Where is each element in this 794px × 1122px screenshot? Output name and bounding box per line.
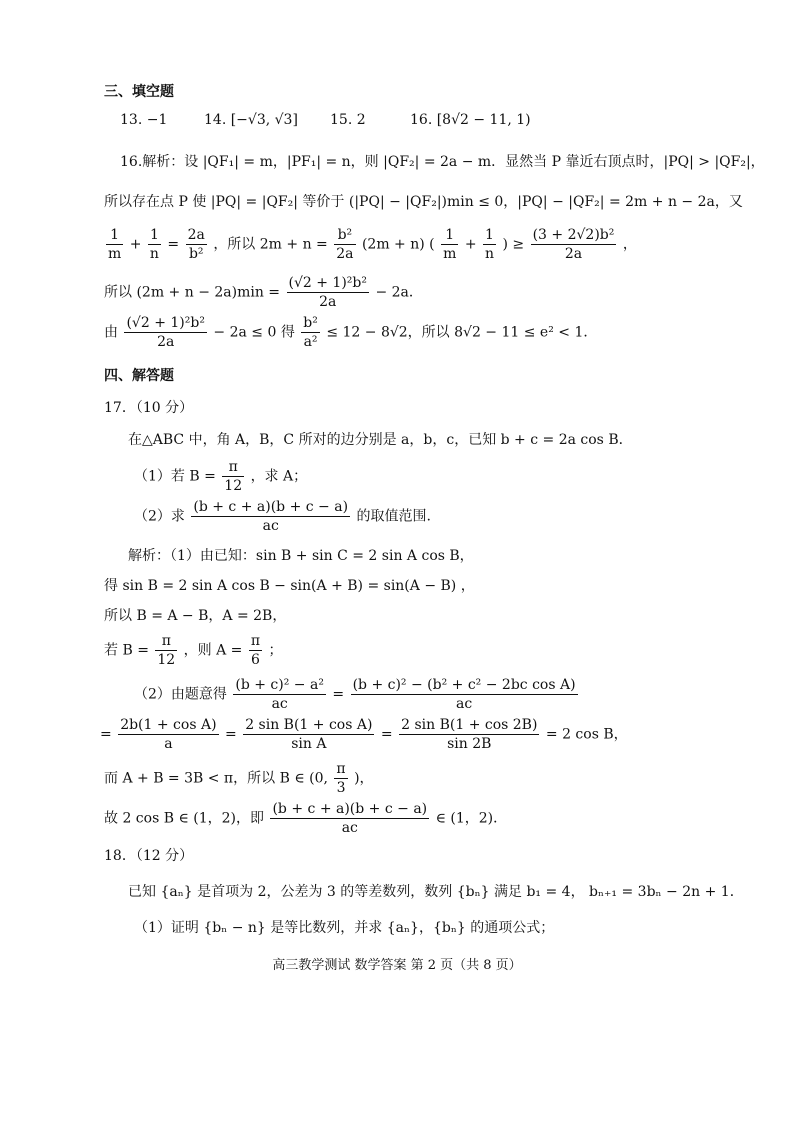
answer-14: 14. [−√3, √3] [204,112,298,128]
fraction: $\frac{(b + c + a)(b + c - a)}{ac}$ [193,499,349,534]
fraction: $\frac{\text{(3 + 2√2)b²}}{2a}$ [532,227,615,262]
fraction: $\frac{\text{2 sin B(1 + cos 2B)}}{\sin 2B}$ [401,717,538,752]
page-footer: 高三教学测试 数学答案 第 2 页（共 8 页） [272,958,522,973]
section-heading-solutions: 四、解答题 [104,368,174,384]
solution-17-line-5: （2）由题意得 $\frac{\text{(b + c)² − a²}}{ac}$ = $\frac{\text{(b + c)² − (b² + c² − 2bc cos A)}}{ac}$ [134,677,576,712]
answer-13: 13. −1 [120,112,168,128]
fraction: $\frac{\pi}{6}$ [250,633,261,668]
fraction: $\frac{1}{n}$ [485,227,495,262]
fraction: $\frac{1}{m}$ [443,227,457,262]
problem-17-title: 17．（10 分） [104,400,194,416]
solution-17-line-8: 故 2 cos B ∈ (1，2)，即 $\frac{(b + c + a)(b + c - a)}{ac}$ ∈ (1，2)． [104,801,508,836]
solution-17-line-2: 得 sin B = 2 sin A cos B − sin(A + B) = sin(A − B) ， [104,578,475,594]
problem-17-question-1: （1）若 B = $\frac{\pi}{12}$ ，求 A； [134,459,308,494]
fraction: $\frac{\pi}{3}$ [336,761,346,796]
answer-15: 15. 2 [330,112,366,128]
fraction: $\frac{\text{(b + c)² − (b² + c² − 2bc cos A)}}{ac}$ [352,677,576,712]
fraction: $\frac{\text{(√2 + 1)²b²}}{2a}$ [126,315,205,350]
solution-17-line-6: = $\frac{\text{2b(1 + cos A)}}{a}$ = $\frac{\text{2 sin B(1 + cos A)}}{\text{sin A}}$ = $\frac{\text{2 sin B(1 + cos 2B)}}{\sin 2B}$ = 2 cos B， [100,717,628,752]
solution-16-line-4: 所以 (2m + n − 2a)min = $\frac{\text{(√2 + 1)²b²}}{2a}$ − 2a． [104,275,423,310]
fraction: $\frac{1}{n}$ [149,227,159,262]
fraction: $\frac{\text{2b(1 + cos A)}}{a}$ [120,717,217,752]
problem-18-question-1: （1）证明 {bₙ − n} 是等比数列，并求 {aₙ}，{bₙ} 的通项公式； [134,920,555,936]
solution-16-line-2: 所以存在点 P 使 |PQ| = |QF₂| 等价于 (|PQ| − |QF₂|)min ≤ 0，|PQ| − |QF₂| = 2m + n − 2a，又 [104,194,743,210]
answer-16: 16. [8√2 − 11, 1) [410,112,531,128]
fraction: $\frac{\text{2 sin B(1 + cos A)}}{\text{sin A}}$ [245,717,373,752]
solution-17-line-7: 而 A + B = 3B < π，所以 B ∈ (0, $\frac{\pi}{3}$ )， [104,761,374,796]
solution-16-line-1: 16.解析：设 |QF₁| = m，|PF₁| = n，则 |QF₂| = 2a − m．显然当 P 靠近右顶点时，|PQ| > |QF₂|， [120,154,765,170]
fraction: $\frac{\pi}{12}$ [157,633,176,668]
solution-17-line-3: 所以 B = A − B，A = 2B， [104,608,287,624]
fraction: $\frac{\pi}{12}$ [224,459,243,494]
problem-17-statement: 在△ABC 中，角 A，B，C 所对的边分别是 a，b，c，已知 b + c = 2a cos B． [128,432,633,448]
solution-16-line-3: $\frac{1}{m}$ + $\frac{1}{n}$ = $\frac{2a}{\text{b²}}$ ，所以 2m + n = $\frac{\text{b²}}{2a}$ (2m + n) ( $\frac{1}{m}$ + $\frac{1}{n}$ ) ≥ $\frac{\text{(3 + 2√2)b²}}{2a}$ ， [108,227,637,262]
solution-17-line-4: 若 B = $\frac{\pi}{12}$ ，则 A = $\frac{\pi}{6}$ ； [104,633,283,668]
fraction: $\frac{(b + c + a)(b + c - a)}{ac}$ [272,801,428,836]
solution-16-line-5: 由 $\frac{\text{(√2 + 1)²b²}}{2a}$ − 2a ≤ 0 得 $\frac{\text{b²}}{\text{a²}}$ ≤ 12 − 8√2，所以 8√2 − 11 ≤ e² < 1． [104,315,598,350]
fraction: $\frac{\text{(b + c)² − a²}}{ac}$ [235,677,324,712]
fraction: $\frac{\text{(√2 + 1)²b²}}{2a}$ [288,275,367,310]
fraction: $\frac{\text{b²}}{\text{a²}}$ [303,315,318,350]
problem-17-question-2: （2）求 $\frac{(b + c + a)(b + c - a)}{ac}$ 的取值范围. [134,499,431,534]
fraction: $\frac{\text{b²}}{2a}$ [336,227,354,262]
problem-18-statement: 已知 {aₙ} 是首项为 2，公差为 3 的等差数列，数列 {bₙ} 满足 b₁ = 4， bₙ₊₁ = 3bₙ − 2n + 1． [128,884,744,900]
problem-18-title: 18．（12 分） [104,848,194,864]
section-heading-fill-in: 三、填空题 [104,84,174,100]
solution-17-line-1: 解析：（1）由已知：sin B + sin C = 2 sin A cos B， [128,548,474,564]
fraction: $\frac{2a}{\text{b²}}$ [187,227,205,262]
fraction: $\frac{1}{m}$ [108,227,122,262]
